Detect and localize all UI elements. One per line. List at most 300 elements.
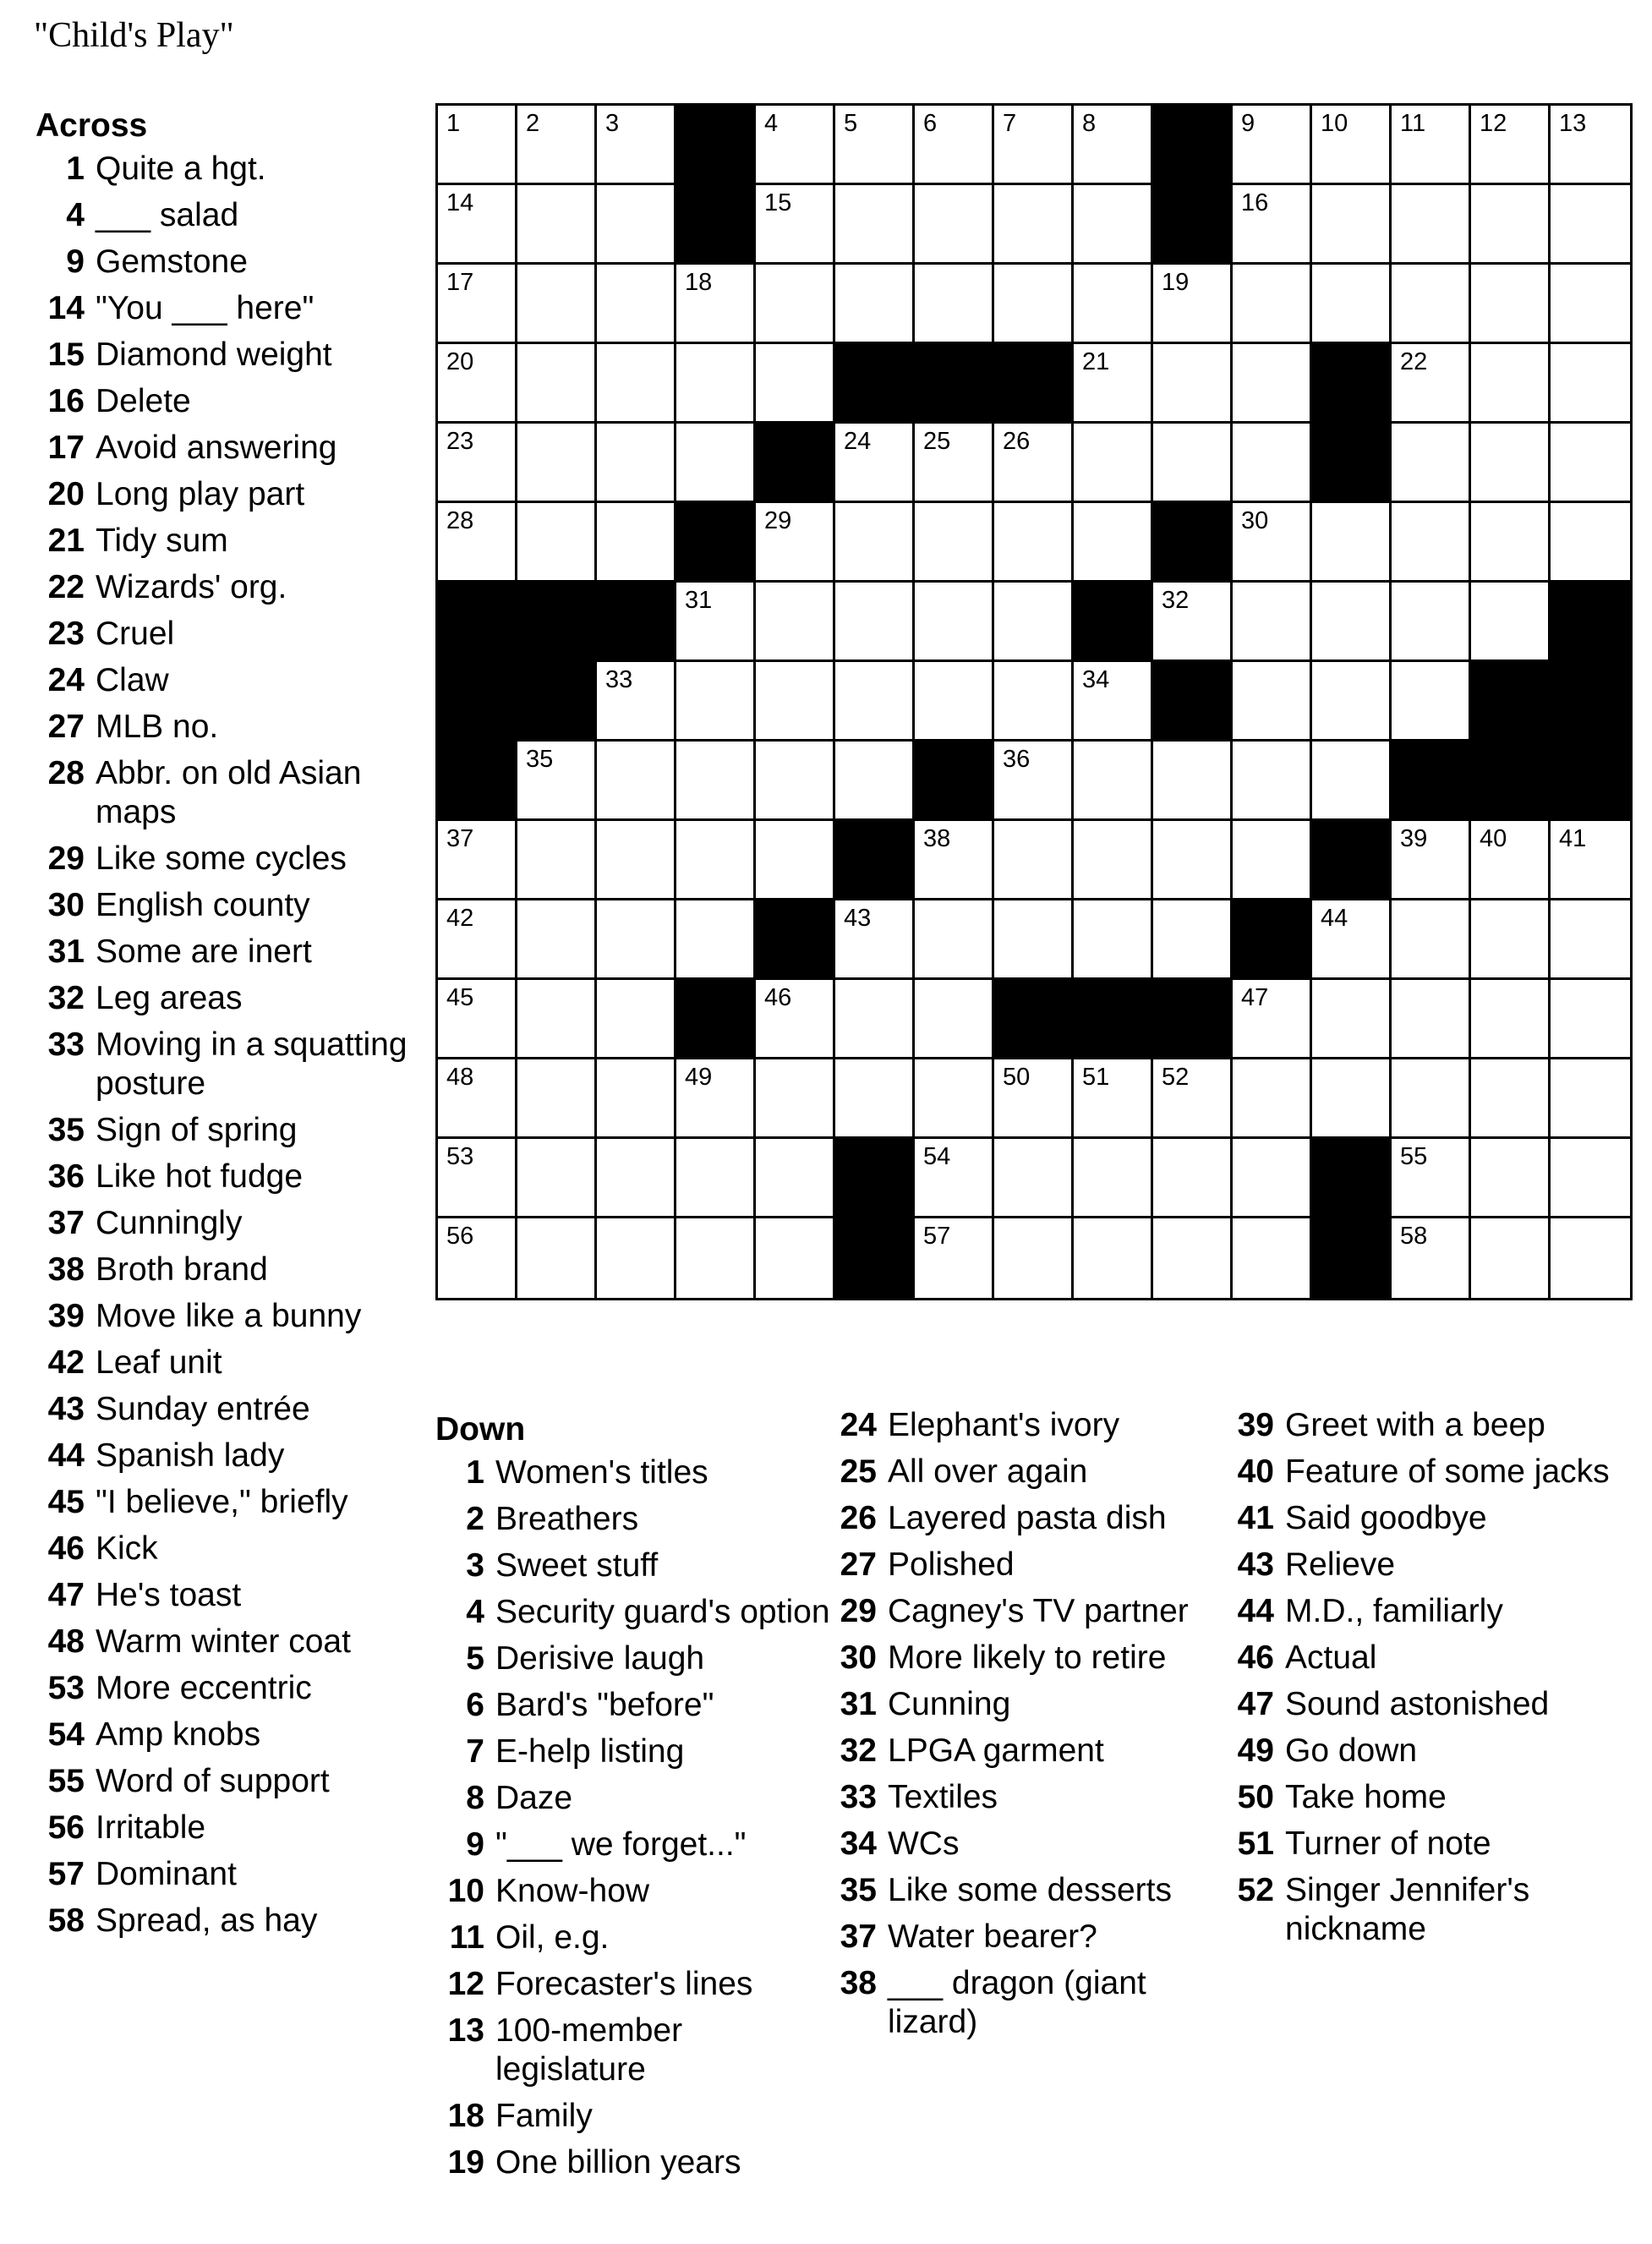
grid-cell[interactable] [756,1139,835,1218]
clue-text: Warm winter coat [96,1623,351,1660]
grid-cell[interactable] [1471,900,1551,980]
down-clue-34 [833,1825,1230,1864]
grid-cell[interactable] [1233,344,1312,424]
grid-cell[interactable] [676,662,756,742]
grid-cell[interactable] [597,821,676,900]
grid-cell[interactable] [756,265,835,344]
grid-cell[interactable] [915,106,994,185]
grid-cell[interactable] [438,344,517,424]
clue-text: Know-how [495,1873,650,1909]
grid-cell[interactable] [1392,503,1471,583]
grid-cell[interactable] [1312,980,1392,1059]
grid-cell[interactable] [1074,1059,1153,1139]
clue-number: 21 [47,523,85,559]
black-square [756,424,835,503]
grid-cell[interactable] [597,265,676,344]
grid-cell[interactable] [1392,980,1471,1059]
clue-text: "___ we forget..." [495,1826,747,1863]
grid-cell[interactable] [994,106,1074,185]
grid-cell[interactable] [438,821,517,900]
down-clue-35 [833,1871,1230,1910]
down-clue-8 [435,1779,833,1818]
black-square [994,344,1074,424]
grid-cell[interactable] [1551,344,1630,424]
clue-number: 20 [47,476,85,512]
cell-number: 12 [1480,110,1507,137]
grid-cell[interactable] [1153,1139,1233,1218]
grid-cell[interactable] [915,662,994,742]
grid-cell[interactable] [1074,185,1153,265]
clue-text: Kick [96,1530,158,1567]
clue-number: 8 [466,1780,484,1816]
cell-number: 26 [1003,428,1031,455]
grid-cell[interactable] [438,1139,517,1218]
grid-cell[interactable] [994,503,1074,583]
clue-text: Long play part [96,476,305,512]
clue-number: 28 [47,755,85,791]
across-clue-48 [36,1623,408,1661]
cell-number: 28 [446,507,474,534]
grid-cell[interactable] [1074,900,1153,980]
down-clue-30 [833,1639,1230,1678]
grid-cell[interactable] [835,503,915,583]
black-square [1233,900,1312,980]
grid-cell[interactable] [1074,742,1153,821]
grid-cell[interactable] [1153,424,1233,503]
cell-number: 11 [1400,110,1426,137]
grid-cell[interactable] [1392,662,1471,742]
grid-cell[interactable] [597,742,676,821]
grid-cell[interactable] [1471,503,1551,583]
clue-text: Sweet stuff [495,1547,659,1584]
black-square [835,821,915,900]
grid-cell[interactable] [676,742,756,821]
down-clue-33 [833,1778,1230,1817]
clue-number: 44 [1237,1593,1274,1629]
grid-cell[interactable] [1392,1139,1471,1218]
grid-cell[interactable] [994,900,1074,980]
cell-number: 42 [446,905,474,932]
grid-cell[interactable] [517,344,597,424]
grid-cell[interactable] [1312,742,1392,821]
grid-cell[interactable] [915,583,994,662]
clue-number: 22 [47,569,85,605]
grid-cell[interactable] [517,1059,597,1139]
clue-text: Abbr. on old Asian maps [96,755,362,830]
grid-cell[interactable] [517,106,597,185]
clue-text: Cagney's TV partner [888,1593,1189,1629]
grid-cell[interactable] [676,1059,756,1139]
grid-cell[interactable] [597,503,676,583]
grid-cell[interactable] [676,344,756,424]
grid-cell[interactable] [1233,503,1312,583]
grid-cell[interactable] [597,1059,676,1139]
grid-cell[interactable] [1312,1059,1392,1139]
across-clue-58 [36,1902,408,1940]
grid-cell[interactable] [1551,980,1630,1059]
grid-cell[interactable] [1471,1218,1551,1298]
across-clue-29 [36,840,408,878]
grid-cell[interactable] [438,265,517,344]
grid-cell[interactable] [517,1218,597,1298]
clue-number: 45 [47,1484,85,1520]
clue-number: 24 [47,662,85,698]
across-clue-15 [36,336,408,375]
grid-cell[interactable] [1551,1218,1630,1298]
grid-cell[interactable] [1312,503,1392,583]
grid-cell[interactable] [1471,1139,1551,1218]
grid-cell[interactable] [756,821,835,900]
black-square [517,583,597,662]
cell-number: 52 [1162,1064,1190,1091]
grid-cell[interactable] [1074,1218,1153,1298]
across-clue-1 [36,150,408,189]
grid-cell[interactable] [835,900,915,980]
grid-cell[interactable] [1392,900,1471,980]
grid-cell[interactable] [597,900,676,980]
clue-number: 7 [466,1733,484,1770]
clue-text: Textiles [888,1779,998,1815]
clue-text: Spanish lady [96,1437,285,1474]
grid-cell[interactable] [835,106,915,185]
grid-cell[interactable] [1233,742,1312,821]
grid-cell[interactable] [597,424,676,503]
clue-number: 18 [447,2098,484,2134]
clue-text: Avoid answering [96,430,337,466]
grid-cell[interactable] [915,1059,994,1139]
clue-number: 12 [447,1966,484,2002]
down-clue-24 [833,1406,1230,1445]
across-clue-9 [36,243,408,282]
grid-cell[interactable] [1153,821,1233,900]
grid-cell[interactable] [438,503,517,583]
grid-cell[interactable] [1471,583,1551,662]
down-clue-29 [833,1592,1230,1631]
grid-cell[interactable] [1074,265,1153,344]
grid-cell[interactable] [994,185,1074,265]
grid-cell[interactable] [438,980,517,1059]
cell-number: 19 [1162,269,1190,296]
grid-cell[interactable] [1074,1139,1153,1218]
grid-cell[interactable] [676,265,756,344]
clue-number: 37 [840,1918,877,1955]
grid-cell[interactable] [1551,821,1630,900]
grid-cell[interactable] [1074,821,1153,900]
grid-cell[interactable] [517,742,597,821]
cell-number: 5 [844,110,858,137]
across-clue-35 [36,1111,408,1150]
grid-cell[interactable] [517,185,597,265]
grid-cell[interactable] [1312,106,1392,185]
grid-cell[interactable] [1153,583,1233,662]
cell-number: 7 [1003,110,1017,137]
clue-text: Delete [96,383,191,419]
grid-cell[interactable] [1551,185,1630,265]
grid-cell[interactable] [1471,344,1551,424]
clue-text: ___ salad [96,197,239,233]
clue-text: Some are inert [96,933,312,970]
across-clue-43 [36,1390,408,1429]
grid-cell[interactable] [1471,1059,1551,1139]
grid-cell[interactable] [756,503,835,583]
grid-cell[interactable] [1392,344,1471,424]
across-clue-31 [36,933,408,971]
grid-cell[interactable] [1074,344,1153,424]
across-clue-38 [36,1251,408,1289]
clue-number: 35 [47,1112,85,1148]
grid-cell[interactable] [1233,980,1312,1059]
down-clue-1 [435,1453,833,1492]
grid-cell[interactable] [1153,344,1233,424]
grid-cell[interactable] [835,742,915,821]
grid-cell[interactable] [915,424,994,503]
grid-cell[interactable] [756,742,835,821]
grid-cell[interactable] [994,1139,1074,1218]
cell-number: 33 [605,666,633,693]
grid-cell[interactable] [438,185,517,265]
grid-cell[interactable] [676,821,756,900]
grid-cell[interactable] [1392,106,1471,185]
grid-cell[interactable] [915,821,994,900]
clue-number: 33 [840,1779,877,1815]
grid-cell[interactable] [994,265,1074,344]
grid-cell[interactable] [1551,900,1630,980]
grid-cell[interactable] [835,424,915,503]
cell-number: 8 [1082,110,1097,137]
grid-cell[interactable] [1392,265,1471,344]
grid-cell[interactable] [994,742,1074,821]
down-clue-50 [1230,1778,1627,1817]
down-clue-40 [1230,1453,1627,1491]
grid-cell[interactable] [756,980,835,1059]
grid-cell[interactable] [1392,424,1471,503]
grid-cell[interactable] [1551,1139,1630,1218]
clue-number: 23 [47,616,85,652]
grid-cell[interactable] [994,1059,1074,1139]
grid-cell[interactable] [1471,980,1551,1059]
grid-cell[interactable] [1392,1059,1471,1139]
clue-number: 10 [447,1873,484,1909]
clue-text: Oil, e.g. [495,1919,610,1956]
grid-cell[interactable] [1153,1059,1233,1139]
clue-text: Polished [888,1546,1015,1583]
down-clue-51 [1230,1825,1627,1864]
grid-cell[interactable] [676,424,756,503]
grid-cell[interactable] [994,1218,1074,1298]
grid-cell[interactable] [835,662,915,742]
across-clue-37 [36,1204,408,1243]
crossword-grid [435,103,1633,1300]
cell-number: 50 [1003,1064,1031,1091]
black-square [438,662,517,742]
cell-number: 30 [1241,507,1269,534]
grid-cell[interactable] [835,1059,915,1139]
grid-cell[interactable] [438,106,517,185]
clue-text: Sound astonished [1285,1686,1550,1722]
grid-cell[interactable] [517,980,597,1059]
clue-text: LPGA garment [888,1732,1104,1769]
cell-number: 49 [685,1064,713,1091]
grid-cell[interactable] [756,344,835,424]
clue-number: 11 [449,1919,484,1956]
grid-cell[interactable] [1551,106,1630,185]
grid-cell[interactable] [1153,1218,1233,1298]
grid-cell[interactable] [438,900,517,980]
clue-number: 39 [1237,1407,1274,1443]
grid-cell[interactable] [676,1139,756,1218]
grid-cell[interactable] [1233,265,1312,344]
grid-cell[interactable] [756,185,835,265]
grid-cell[interactable] [438,1218,517,1298]
grid-cell[interactable] [1233,1059,1312,1139]
grid-cell[interactable] [1153,900,1233,980]
grid-cell[interactable] [1312,583,1392,662]
grid-cell[interactable] [1392,1218,1471,1298]
grid-cell[interactable] [1471,185,1551,265]
grid-cell[interactable] [915,185,994,265]
down-clues-column-3 [1230,1406,1627,1957]
clue-number: 56 [47,1809,85,1846]
grid-cell[interactable] [517,503,597,583]
grid-cell[interactable] [756,1059,835,1139]
grid-cell[interactable] [1392,583,1471,662]
grid-cell[interactable] [517,900,597,980]
grid-cell[interactable] [994,424,1074,503]
grid-cell[interactable] [915,1139,994,1218]
clue-number: 42 [47,1344,85,1381]
grid-cell[interactable] [915,265,994,344]
grid-cell[interactable] [1551,503,1630,583]
grid-cell[interactable] [1074,106,1153,185]
grid-cell[interactable] [1153,742,1233,821]
grid-cell[interactable] [1233,662,1312,742]
grid-cell[interactable] [517,1139,597,1218]
grid-cell[interactable] [994,662,1074,742]
grid-cell[interactable] [1312,265,1392,344]
grid-cell[interactable] [1233,185,1312,265]
grid-cell[interactable] [1471,424,1551,503]
grid-cell[interactable] [597,185,676,265]
black-square [1312,344,1392,424]
grid-cell[interactable] [1074,662,1153,742]
grid-cell[interactable] [517,265,597,344]
grid-cell[interactable] [597,1218,676,1298]
grid-cell[interactable] [756,1218,835,1298]
down-clue-12 [435,1965,833,2004]
grid-cell[interactable] [1233,424,1312,503]
grid-cell[interactable] [597,1139,676,1218]
grid-cell[interactable] [994,583,1074,662]
down-clue-3 [435,1546,833,1585]
cell-number: 13 [1559,110,1587,137]
down-heading: Down [435,1411,526,1448]
grid-cell[interactable] [835,265,915,344]
cell-number: 21 [1082,348,1110,375]
clue-number: 47 [47,1577,85,1613]
grid-cell[interactable] [915,1218,994,1298]
grid-cell[interactable] [915,980,994,1059]
grid-cell[interactable] [1392,821,1471,900]
grid-cell[interactable] [994,821,1074,900]
grid-cell[interactable] [438,424,517,503]
grid-cell[interactable] [1471,265,1551,344]
grid-cell[interactable] [1312,662,1392,742]
grid-cell[interactable] [1233,1218,1312,1298]
grid-cell[interactable] [1153,265,1233,344]
clue-text: Dominant [96,1856,237,1892]
grid-cell[interactable] [1233,821,1312,900]
grid-cell[interactable] [517,821,597,900]
grid-cell[interactable] [676,1218,756,1298]
cell-number: 20 [446,348,474,375]
grid-cell[interactable] [597,980,676,1059]
grid-cell[interactable] [1233,106,1312,185]
clue-text: Elephant's ivory [888,1407,1120,1443]
grid-cell[interactable] [1392,185,1471,265]
grid-cell[interactable] [1471,821,1551,900]
grid-cell[interactable] [517,424,597,503]
grid-cell[interactable] [756,106,835,185]
grid-cell[interactable] [835,583,915,662]
clue-text: Leaf unit [96,1344,222,1381]
black-square [994,980,1074,1059]
grid-cell[interactable] [1074,424,1153,503]
across-clue-39 [36,1297,408,1336]
down-clue-5 [435,1639,833,1678]
grid-cell[interactable] [1551,265,1630,344]
clue-text: Like some cycles [96,840,347,877]
clue-number: 27 [47,709,85,745]
grid-cell[interactable] [597,662,676,742]
grid-cell[interactable] [1074,503,1153,583]
clue-text: Actual [1285,1639,1377,1676]
clue-text: Relieve [1285,1546,1396,1583]
grid-cell[interactable] [1312,185,1392,265]
grid-cell[interactable] [1233,583,1312,662]
down-clue-list-2 [833,1406,1230,2042]
grid-cell[interactable] [438,1059,517,1139]
grid-cell[interactable] [835,185,915,265]
grid-cell[interactable] [1233,1139,1312,1218]
clue-number: 35 [840,1872,877,1908]
cell-number: 56 [446,1223,474,1250]
grid-cell[interactable] [597,344,676,424]
clue-text: Breathers [495,1501,639,1537]
grid-cell[interactable] [756,662,835,742]
clue-number: 41 [1237,1500,1274,1536]
grid-cell[interactable] [835,980,915,1059]
grid-cell[interactable] [676,583,756,662]
grid-cell[interactable] [1551,1059,1630,1139]
clue-number: 46 [1237,1639,1274,1676]
clue-number: 39 [47,1298,85,1334]
down-clue-list-1 [435,1453,833,2182]
grid-cell[interactable] [915,900,994,980]
grid-cell[interactable] [676,900,756,980]
clue-text: Bard's "before" [495,1687,714,1723]
clue-number: 47 [1237,1686,1274,1722]
grid-cell[interactable] [756,583,835,662]
black-square [1312,424,1392,503]
grid-cell[interactable] [597,106,676,185]
black-square [438,583,517,662]
down-clue-list-3 [1230,1406,1627,1949]
grid-cell[interactable] [1312,900,1392,980]
clue-text: Diamond weight [96,337,332,373]
grid-cell[interactable] [1551,424,1630,503]
grid-cell[interactable] [1471,106,1551,185]
grid-cell[interactable] [915,503,994,583]
